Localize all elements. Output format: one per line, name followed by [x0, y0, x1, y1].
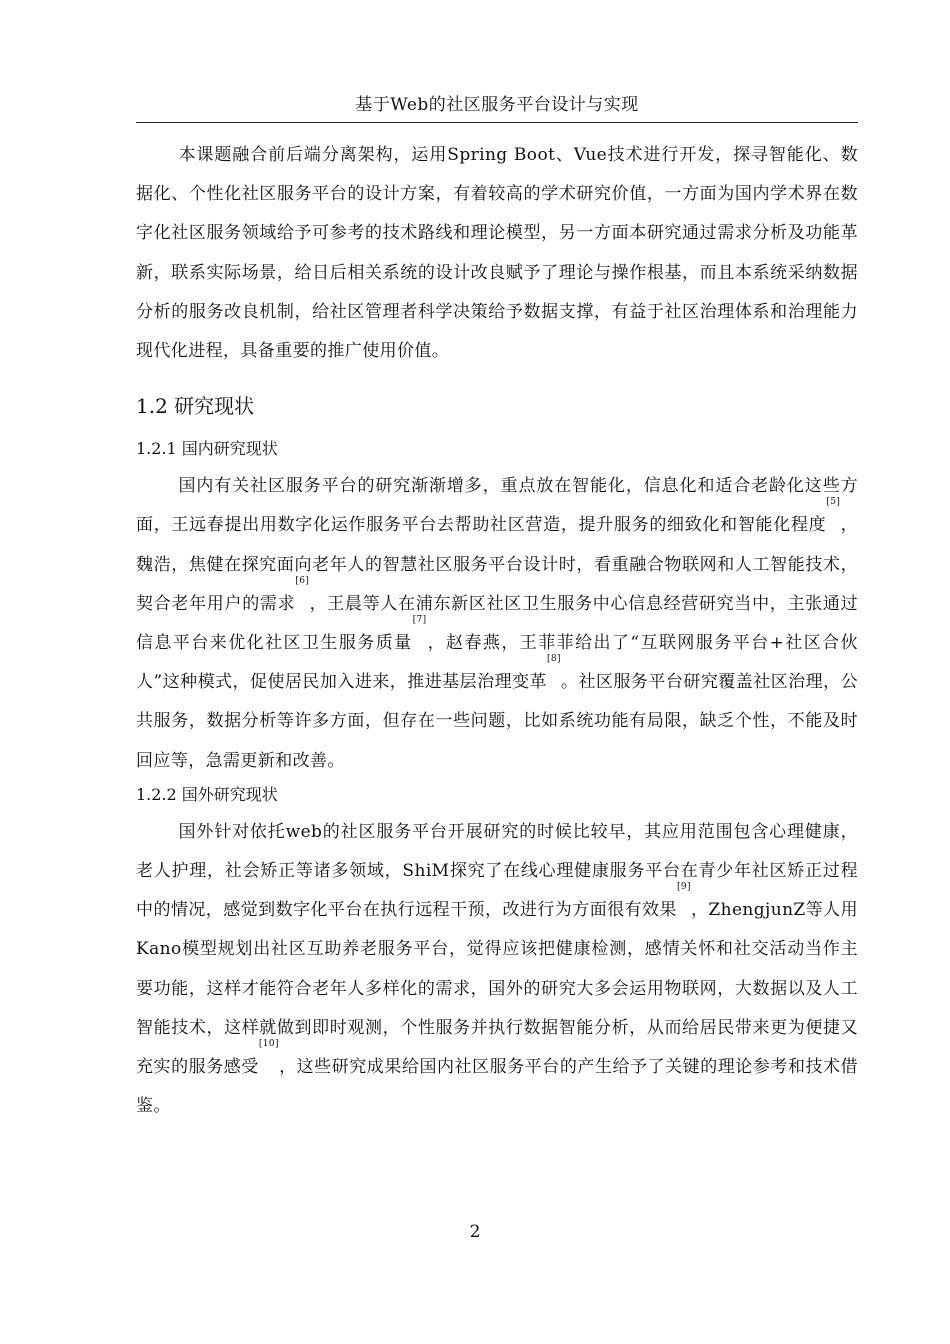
domestic-text-5: 。社区服务平台研究覆盖社区治理，公共服务，数据分析等许多方面，但存在一些问题，比如系统功能有局限，缺乏个性，不能及时回应等，急需更新和改善。 [136, 672, 858, 771]
domestic-text-3: ，王晨等人在浦东新区社区卫生服务中心信息经营研究当中，主张通过信息平台来优化社区卫生服务质量 [136, 593, 858, 654]
citation-ref-8[interactable]: [8] [547, 654, 561, 665]
foreign-text-1: 国外针对依托web的社区服务平台开展研究的时候比较早，其应用范围包含心理健康，老人护理，社会矫正等诸多领域，ShiM探究了在线心理健康服务平台在青少年社区矫正过程中的情况，感觉到数字化平台在执行远程干预，改进行为方面很有效果 [136, 821, 858, 921]
intro-paragraph: 本课题融合前后端分离架构，运用Spring Boot、Vue技术进行开发，探寻智能化、数据化、个性化社区服务平台的设计方案，有着较高的学术研究价值，一方面为国内学术界在数字化社区服务领域给予可参考的技术路线和理论模型，另一方面本研究通过需求分析及功能革新，联系实际场景，给日后相关系统的设计改良赋予了理论与操作根基，而且本系统采纳数据分析的服务改良机制，给社区管理者科学决策给予数据支撑，有益于社区治理体系和治理能力现代化进程，具备重要的推广使用价值。 [136, 145, 858, 362]
subsection-heading-1-2-2: 1.2.2 国外研究现状 [136, 784, 278, 804]
foreign-text-3: ，这些研究成果给国内社区服务平台的产生给予了关键的理论参考和技术借鉴。 [136, 1057, 858, 1117]
citation-ref-7[interactable]: [7] [412, 615, 427, 626]
domestic-text-4: ，赵春燕，王菲菲给出了“互联网服务平台+社区合伙人”这种模式，促使居民加入进来，推进基层治理变革 [136, 633, 858, 693]
page-body [136, 136, 858, 1126]
citation-ref-10[interactable]: [10] [258, 1039, 279, 1050]
subsection-heading-1-2-1: 1.2.1 国内研究现状 [136, 439, 278, 459]
domestic-text-2: ，魏浩，焦健在探究面向老年人的智慧社区服务平台设计时，看重融合物联网和人工智能技术，契合老年用户的需求 [136, 515, 858, 614]
foreign-research-paragraph [136, 813, 858, 1127]
running-header-title: 基于Web的社区服务平台设计与实现 [355, 95, 639, 115]
citation-ref-6[interactable]: [6] [295, 575, 310, 586]
section-heading-1-2: 1.2 研究现状 [136, 394, 255, 419]
citation-ref-5[interactable]: [5] [826, 497, 841, 508]
running-header [136, 88, 858, 123]
citation-ref-9[interactable]: [9] [676, 882, 691, 893]
domestic-research-paragraph [136, 467, 858, 781]
page-number: 2 [469, 1222, 481, 1242]
domestic-text-1: 国内有关社区服务平台的研究渐渐增多，重点放在智能化，信息化和适合老龄化这些方面，王远春提出用数字化运作服务平台去帮助社区营造，提升服务的细致化和智能化程度 [136, 476, 858, 536]
foreign-text-2: ，ZhengjunZ等人用Kano模型规划出社区互助养老服务平台，觉得应该把健康检测，感情关怀和社交活动当作主要功能，这样才能符合老年人多样化的需求，国外的研究大多会运用物联网，大数据以及人工智能技术，这样就做到即时观测，个性服务并执行数据智能分析，从而给居民带来更为便捷又充实的服务感受 [136, 900, 858, 1078]
